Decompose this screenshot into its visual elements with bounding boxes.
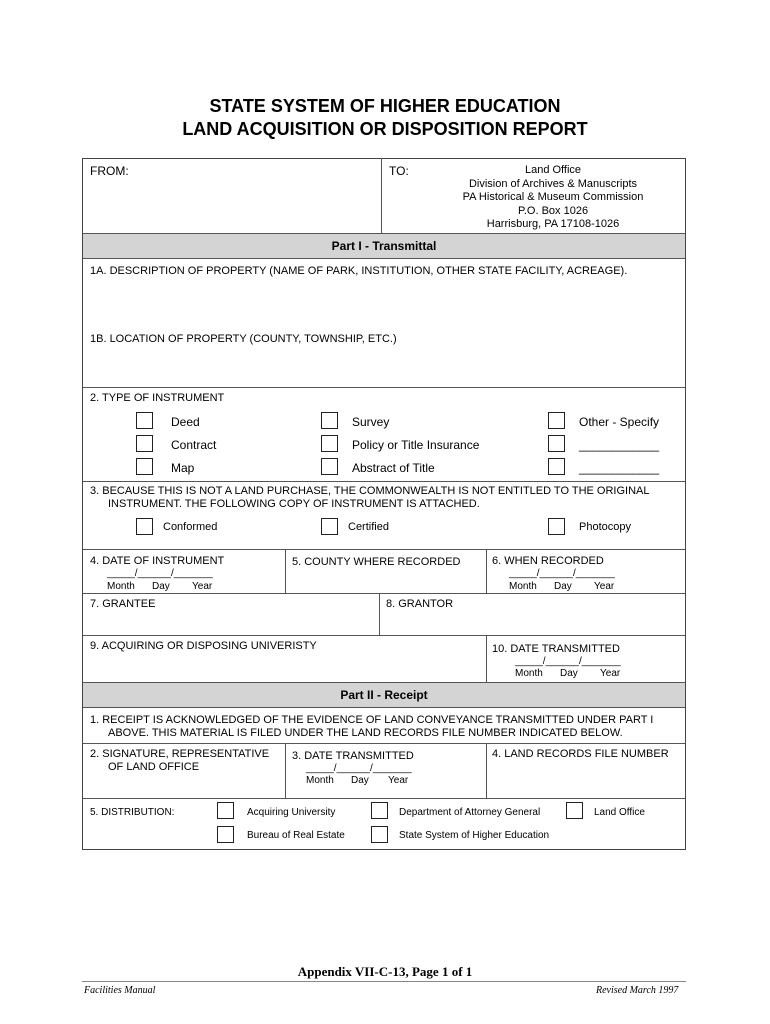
- description-1a-label: 1A. DESCRIPTION OF PROPERTY (NAME OF PARK, INSTITUTION, OTHER STATE FACILITY, ACREAGE).: [90, 265, 628, 277]
- contract-checkbox[interactable]: [136, 435, 153, 452]
- address-line: Harrisburg, PA 17108-1026: [486, 218, 620, 230]
- day-label: Day: [351, 775, 369, 786]
- form-title-line2: LAND ACQUISITION OR DISPOSITION REPORT: [182, 119, 588, 139]
- month-label: Month: [306, 775, 334, 786]
- location-1b-field[interactable]: [83, 348, 685, 386]
- facilities-manual-label: Facilities Manual: [84, 985, 156, 996]
- year-label: Year: [192, 581, 213, 592]
- date-instrument-field[interactable]: _____/______/_______: [107, 568, 213, 579]
- form-title-line1: STATE SYSTEM OF HIGHER EDUCATION: [209, 96, 561, 116]
- land-office-label: Land Office: [594, 807, 645, 818]
- distribution-label: 5. DISTRIBUTION:: [90, 807, 175, 818]
- photocopy-label: Photocopy: [579, 521, 631, 533]
- conformed-checkbox[interactable]: [136, 518, 153, 535]
- map-label: Map: [171, 461, 195, 475]
- day-label: Day: [152, 581, 170, 592]
- date-transmitted-field[interactable]: _____/______/_______: [515, 656, 621, 667]
- bureau-real-estate-checkbox[interactable]: [217, 826, 234, 843]
- grantor-field[interactable]: [380, 612, 685, 634]
- address-line: P.O. Box 1026: [517, 204, 589, 217]
- acquiring-university-label: Acquiring University: [247, 807, 336, 818]
- acquiring-university-checkbox[interactable]: [217, 802, 234, 819]
- divider: [83, 798, 685, 799]
- deed-label: Deed: [171, 415, 200, 429]
- divider: [486, 635, 487, 682]
- county-recorded-field[interactable]: [286, 572, 485, 592]
- location-1b-label: 1B. LOCATION OF PROPERTY (COUNTY, TOWNSHIP, ETC.): [90, 333, 397, 345]
- address-line: Division of Archives & Manuscripts: [468, 177, 638, 190]
- month-label: Month: [107, 581, 135, 592]
- year-label: Year: [594, 581, 615, 592]
- to-label: TO:: [389, 164, 409, 178]
- university-label: 9. ACQUIRING OR DISPOSING UNIVERISTY: [90, 640, 317, 652]
- receipt-text-line1: 1. RECEIPT IS ACKNOWLEDGED OF THE EVIDENCE OF LAND CONVEYANCE TRANSMITTED UNDER PART I: [90, 714, 654, 726]
- other-specify-label: Other - Specify: [579, 415, 660, 429]
- survey-checkbox[interactable]: [321, 412, 338, 429]
- other-blank-field[interactable]: ____________: [579, 461, 660, 475]
- receipt-text-line2: ABOVE. THIS MATERIAL IS FILED UNDER THE LAND RECORDS FILE NUMBER INDICATED BELOW.: [108, 727, 623, 739]
- divider: [83, 549, 685, 550]
- signature-field[interactable]: [83, 775, 284, 797]
- address-line: PA Historical & Museum Commission: [462, 191, 644, 203]
- part1-heading: Part I - Transmittal: [83, 234, 685, 258]
- date-instrument-label: 4. DATE OF INSTRUMENT: [90, 555, 225, 567]
- grantee-label: 7. GRANTEE: [90, 598, 156, 610]
- divider: [83, 387, 685, 388]
- month-label: Month: [515, 668, 543, 679]
- university-field[interactable]: [83, 655, 485, 681]
- land-office-checkbox[interactable]: [566, 802, 583, 819]
- divider: [83, 743, 685, 744]
- file-number-field[interactable]: [487, 763, 685, 797]
- divider: [83, 707, 685, 708]
- abstract-title-label: Abstract of Title: [352, 461, 435, 475]
- divider: [285, 743, 286, 798]
- certified-label: Certified: [348, 521, 389, 533]
- policy-title-insurance-checkbox[interactable]: [321, 435, 338, 452]
- from-to-divider: [381, 158, 382, 233]
- survey-label: Survey: [352, 415, 390, 429]
- when-recorded-label: 6. WHEN RECORDED: [492, 555, 604, 567]
- bureau-real-estate-label: Bureau of Real Estate: [247, 830, 345, 841]
- signature-label-line1: 2. SIGNATURE, REPRESENTATIVE: [90, 748, 270, 760]
- policy-title-insurance-label: Policy or Title Insurance: [352, 438, 480, 452]
- to-address: [420, 164, 686, 232]
- divider: [83, 258, 685, 259]
- certified-checkbox[interactable]: [321, 518, 338, 535]
- type-instrument-label: 2. TYPE OF INSTRUMENT: [90, 392, 225, 404]
- day-label: Day: [554, 581, 572, 592]
- date-transmitted-label: 10. DATE TRANSMITTED: [492, 643, 620, 655]
- appendix-page-label: Appendix VII-C-13, Page 1 of 1: [297, 964, 473, 979]
- attorney-general-checkbox[interactable]: [371, 802, 388, 819]
- map-checkbox[interactable]: [136, 458, 153, 475]
- year-label: Year: [600, 668, 621, 679]
- year-label: Year: [388, 775, 409, 786]
- deed-checkbox[interactable]: [136, 412, 153, 429]
- description-1a-field[interactable]: [83, 280, 685, 328]
- item3-text-line2: INSTRUMENT. THE FOLLOWING COPY OF INSTRUMENT IS ATTACHED.: [108, 498, 480, 510]
- day-label: Day: [560, 668, 578, 679]
- signature-label-line2: OF LAND OFFICE: [108, 761, 200, 773]
- grantor-label: 8. GRANTOR: [386, 598, 454, 610]
- receipt-date-field[interactable]: _____/______/_______: [306, 763, 412, 774]
- photocopy-checkbox[interactable]: [548, 518, 565, 535]
- from-label: FROM:: [90, 164, 129, 178]
- month-label: Month: [509, 581, 537, 592]
- from-field[interactable]: [83, 178, 379, 232]
- state-system-checkbox[interactable]: [371, 826, 388, 843]
- divider: [486, 549, 487, 593]
- divider: [83, 593, 685, 594]
- receipt-date-transmitted-label: 3. DATE TRANSMITTED: [292, 750, 414, 762]
- item3-text-line1: 3. BECAUSE THIS IS NOT A LAND PURCHASE, THE COMMONWEALTH IS NOT ENTITLED TO THE ORIGINAL: [90, 485, 650, 497]
- contract-label: Contract: [171, 438, 217, 452]
- address-line: Land Office: [524, 164, 582, 176]
- other-blank-checkbox[interactable]: [548, 435, 565, 452]
- footer-rule: [82, 981, 686, 982]
- file-number-label: 4. LAND RECORDS FILE NUMBER: [492, 748, 669, 760]
- attorney-general-label: Department of Attorney General: [399, 807, 541, 818]
- revised-date-label: Revised March 1997: [596, 985, 679, 996]
- other-blank-checkbox[interactable]: [548, 458, 565, 475]
- county-recorded-label: 5. COUNTY WHERE RECORDED: [292, 556, 461, 568]
- other-blank-field[interactable]: ____________: [579, 438, 660, 452]
- conformed-label: Conformed: [163, 521, 218, 533]
- other-specify-checkbox[interactable]: [548, 412, 565, 429]
- abstract-title-checkbox[interactable]: [321, 458, 338, 475]
- divider: [83, 635, 685, 636]
- part2-heading: Part II - Receipt: [83, 683, 685, 707]
- state-system-label: State System of Higher Education: [399, 830, 550, 841]
- divider: [83, 481, 685, 482]
- grantee-field[interactable]: [83, 612, 378, 634]
- when-recorded-field[interactable]: _____/______/_______: [509, 568, 615, 579]
